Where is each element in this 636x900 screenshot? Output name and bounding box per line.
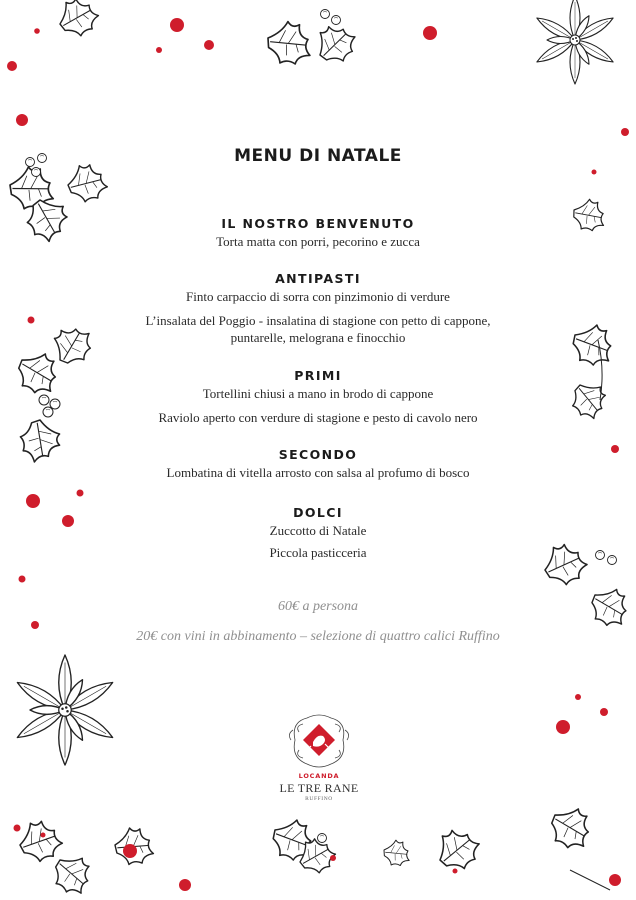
section-heading-antipasti: ANTIPASTI <box>275 271 361 286</box>
menu-item: Lombatina di vitella arrosto con salsa al profumo di bosco <box>166 465 470 480</box>
frog-crest-icon <box>277 712 361 772</box>
logo-le-tre-rane: LE TRE RANE <box>279 781 359 795</box>
wine-pairing-price: 20€ con vini in abbinamento – selezione di quattro calici Ruffino <box>136 629 500 644</box>
logo-ruffino: RUFFINO <box>305 796 333 802</box>
section-heading-primi: PRIMI <box>294 368 342 383</box>
locanda-logo <box>277 712 361 802</box>
menu-item: Zuccotto di Natale <box>269 523 367 538</box>
menu-item: Piccola pasticceria <box>269 545 367 560</box>
menu-item: L’insalata del Poggio - insalatina di stagione con petto di cappone, <box>145 313 491 328</box>
menu-title: MENU DI NATALE <box>234 146 402 166</box>
menu-item: Torta matta con porri, pecorino e zucca <box>216 234 420 249</box>
menu-item: puntarelle, melograna e finocchio <box>230 330 406 345</box>
menu-item: Raviolo aperto con verdure di stagione e pesto di cavolo nero <box>158 410 478 425</box>
logo-locanda: LOCANDA <box>298 772 340 780</box>
section-heading-benvenuto: IL NOSTRO BENVENUTO <box>221 216 415 231</box>
price-per-person: 60€ a persona <box>277 599 359 614</box>
menu-item: Tortellini chiusi a mano in brodo di cappone <box>202 386 434 401</box>
section-heading-secondo: SECONDO <box>278 447 358 462</box>
menu-item: Finto carpaccio di sorra con pinzimonio di verdure <box>186 289 450 304</box>
section-heading-dolci: DOLCI <box>293 505 343 520</box>
